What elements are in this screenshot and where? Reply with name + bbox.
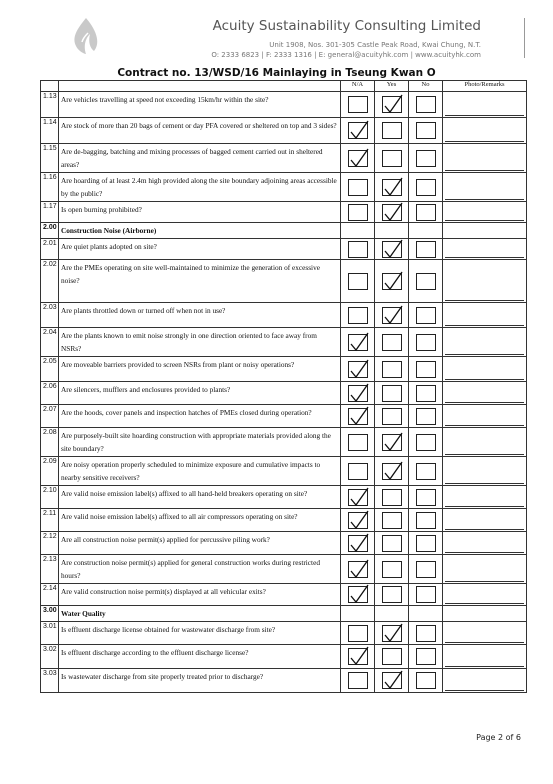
- checkbox-na[interactable]: [348, 334, 368, 351]
- item-number: 3.03: [41, 669, 59, 693]
- table-row: [41, 405, 527, 428]
- checkbox-yes[interactable]: [382, 361, 402, 378]
- cell-yes: [375, 239, 409, 260]
- checkbox-na[interactable]: [348, 241, 368, 258]
- item-number: 1.14: [41, 118, 59, 144]
- cell-no: [409, 239, 443, 260]
- remarks-cell: [443, 486, 527, 509]
- cell-yes: [375, 260, 409, 303]
- question-text: Are quiet plants adopted on site?: [59, 239, 341, 260]
- remarks-line[interactable]: [445, 256, 524, 258]
- cell-no: [409, 669, 443, 693]
- cell-no: [409, 457, 443, 486]
- cell-no: [409, 606, 443, 622]
- checkbox-na[interactable]: [348, 672, 368, 689]
- checkbox-yes[interactable]: [382, 408, 402, 425]
- checkbox-no[interactable]: [416, 463, 436, 480]
- checkbox-na[interactable]: [348, 150, 368, 167]
- cell-no: [409, 260, 443, 303]
- checkbox-no[interactable]: [416, 561, 436, 578]
- checkbox-no[interactable]: [416, 672, 436, 689]
- company-contact: O: 2333 6823 | F: 2333 1316 | E: general@acuityhk.com | www.acuityhk.com: [211, 51, 481, 59]
- remarks-line[interactable]: [445, 140, 524, 142]
- checkbox-na[interactable]: [348, 586, 368, 603]
- remarks-line[interactable]: [445, 602, 524, 604]
- item-number: 2.02: [41, 260, 59, 303]
- remarks-line[interactable]: [445, 665, 524, 667]
- checkbox-no[interactable]: [416, 625, 436, 642]
- checkbox-no[interactable]: [416, 334, 436, 351]
- checkbox-no[interactable]: [416, 512, 436, 529]
- checkbox-yes[interactable]: [382, 122, 402, 139]
- checkbox-na[interactable]: [348, 204, 368, 221]
- company-name: Acuity Sustainability Consulting Limited: [212, 18, 481, 34]
- checkbox-na[interactable]: [348, 179, 368, 196]
- checklist-body: [41, 92, 527, 693]
- checkbox-yes[interactable]: [382, 307, 402, 324]
- checkbox-na[interactable]: [348, 463, 368, 480]
- table-row: [41, 486, 527, 509]
- remarks-cell: [443, 584, 527, 606]
- checkbox-yes[interactable]: [382, 489, 402, 506]
- question-text: Are valid noise emission label(s) affixed to all air compressors operating on site?: [59, 509, 341, 532]
- item-number: 2.13: [41, 555, 59, 584]
- cell-no: [409, 328, 443, 357]
- cell-yes: [375, 486, 409, 509]
- item-number: 2.04: [41, 328, 59, 357]
- checkbox-no[interactable]: [416, 361, 436, 378]
- header-remarks: Photo/Remarks: [443, 81, 527, 92]
- cell-yes: [375, 428, 409, 457]
- remarks-line[interactable]: [445, 169, 524, 171]
- checkbox-yes[interactable]: [382, 96, 402, 113]
- remarks-cell: [443, 303, 527, 328]
- header-na: N/A: [341, 81, 375, 92]
- section-title: Water Quality: [59, 606, 341, 622]
- checkbox-yes[interactable]: [382, 512, 402, 529]
- cell-yes: [375, 144, 409, 173]
- cell-no: [409, 486, 443, 509]
- cell-no: [409, 202, 443, 223]
- question-text: Are stock of more than 20 bags of cement or day PFA covered or sheltered on top and 3 sides?: [59, 118, 341, 144]
- cell-na: [341, 173, 375, 202]
- cell-na: [341, 645, 375, 669]
- question-text: Are the plants known to emit noise strongly in one direction oriented to face away from NSRs?: [59, 328, 341, 357]
- cell-yes: [375, 173, 409, 202]
- remarks-line[interactable]: [445, 198, 524, 200]
- remarks-line[interactable]: [445, 641, 524, 643]
- remarks-line[interactable]: [445, 353, 524, 355]
- cell-na: [341, 328, 375, 357]
- remarks-cell: [443, 457, 527, 486]
- table-row: [41, 328, 527, 357]
- table-row: [41, 669, 527, 693]
- checkbox-na[interactable]: [348, 625, 368, 642]
- question-text: Are de-bagging, batching and mixing processes of bagged cement carried out in sheltered areas?: [59, 144, 341, 173]
- table-row: [41, 260, 527, 303]
- item-number: 2.11: [41, 509, 59, 532]
- checkbox-na[interactable]: [348, 385, 368, 402]
- checkbox-yes[interactable]: [382, 672, 402, 689]
- remarks-cell: [443, 532, 527, 555]
- remarks-cell: [443, 622, 527, 645]
- question-text: Are construction noise permit(s) applied for general construction works during restricted hours?: [59, 555, 341, 584]
- remarks-cell: [443, 144, 527, 173]
- checkbox-no[interactable]: [416, 535, 436, 552]
- header-yes: Yes: [375, 81, 409, 92]
- table-row: [41, 584, 527, 606]
- remarks-line[interactable]: [445, 505, 524, 507]
- table-row: [41, 303, 527, 328]
- remarks-line[interactable]: [445, 482, 524, 484]
- remarks-cell: [443, 92, 527, 118]
- question-text: Are moveable barriers provided to screen NSRs from plant or noisy operations?: [59, 357, 341, 382]
- item-number: 1.16: [41, 173, 59, 202]
- item-number: 1.13: [41, 92, 59, 118]
- cell-yes: [375, 382, 409, 405]
- question-text: Are all construction noise permit(s) applied for percussive piling work?: [59, 532, 341, 555]
- header-question: [59, 81, 341, 92]
- remarks-line[interactable]: [445, 528, 524, 530]
- remarks-line[interactable]: [445, 378, 524, 380]
- checkbox-no[interactable]: [416, 489, 436, 506]
- item-number: 2.01: [41, 239, 59, 260]
- question-text: Is effluent discharge according to the effluent discharge license?: [59, 645, 341, 669]
- checkbox-yes[interactable]: [382, 385, 402, 402]
- remarks-cell: [443, 669, 527, 693]
- question-text: Are plants throttled down or turned off when not in use?: [59, 303, 341, 328]
- checklist-table: [40, 80, 527, 693]
- checkbox-na[interactable]: [348, 307, 368, 324]
- cell-no: [409, 173, 443, 202]
- cell-na: [341, 223, 375, 239]
- remarks-line[interactable]: [445, 551, 524, 553]
- remarks-line[interactable]: [445, 453, 524, 455]
- section-row: [41, 223, 527, 239]
- cell-no: [409, 303, 443, 328]
- remarks-cell: [443, 357, 527, 382]
- cell-yes: [375, 555, 409, 584]
- cell-yes: [375, 584, 409, 606]
- cell-yes: [375, 622, 409, 645]
- remarks-cell: [443, 606, 527, 622]
- remarks-cell: [443, 202, 527, 223]
- question-text: Are hoarding of at least 2.4m high provided along the site boundary adjoining areas accessible by the public?: [59, 173, 341, 202]
- cell-no: [409, 357, 443, 382]
- checkbox-yes[interactable]: [382, 179, 402, 196]
- checkbox-na[interactable]: [348, 408, 368, 425]
- item-number: 3.01: [41, 622, 59, 645]
- remarks-cell: [443, 555, 527, 584]
- checkbox-yes[interactable]: [382, 150, 402, 167]
- checkbox-na[interactable]: [348, 561, 368, 578]
- cell-no: [409, 223, 443, 239]
- checkbox-no[interactable]: [416, 586, 436, 603]
- checkbox-yes[interactable]: [382, 586, 402, 603]
- cell-no: [409, 584, 443, 606]
- contract-title: Contract no. 13/WSD/16 Mainlaying in Tseung Kwan O: [117, 67, 436, 79]
- cell-na: [341, 357, 375, 382]
- cell-no: [409, 118, 443, 144]
- table-row: [41, 532, 527, 555]
- table-row: [41, 118, 527, 144]
- cell-na: [341, 606, 375, 622]
- cell-na: [341, 584, 375, 606]
- cell-na: [341, 405, 375, 428]
- question-text: Are purposely-built site hoarding construction with appropriate materials provided along the site boundary?: [59, 428, 341, 457]
- cell-yes: [375, 118, 409, 144]
- cell-na: [341, 92, 375, 118]
- checkbox-na[interactable]: [348, 122, 368, 139]
- section-title: Construction Noise (Airborne): [59, 223, 341, 239]
- checkbox-na[interactable]: [348, 273, 368, 290]
- table-row: [41, 645, 527, 669]
- table-row: [41, 92, 527, 118]
- page-number: Page 2 of 6: [476, 733, 521, 742]
- item-number: 2.08: [41, 428, 59, 457]
- remarks-cell: [443, 645, 527, 669]
- checkbox-na[interactable]: [348, 361, 368, 378]
- question-text: Are silencers, mufflers and enclosures provided to plants?: [59, 382, 341, 405]
- table-row: [41, 173, 527, 202]
- cell-no: [409, 144, 443, 173]
- company-logo: [60, 14, 112, 66]
- table-row: [41, 622, 527, 645]
- cell-na: [341, 118, 375, 144]
- table-row: [41, 144, 527, 173]
- cell-yes: [375, 669, 409, 693]
- cell-yes: [375, 328, 409, 357]
- checkbox-na[interactable]: [348, 648, 368, 665]
- table-row: [41, 382, 527, 405]
- cell-na: [341, 202, 375, 223]
- table-row: [41, 239, 527, 260]
- item-number: 2.00: [41, 223, 59, 239]
- remarks-line[interactable]: [445, 424, 524, 426]
- cell-na: [341, 486, 375, 509]
- cell-na: [341, 457, 375, 486]
- item-number: 1.17: [41, 202, 59, 223]
- cell-yes: [375, 532, 409, 555]
- cell-na: [341, 382, 375, 405]
- checkbox-yes[interactable]: [382, 648, 402, 665]
- item-number: 2.06: [41, 382, 59, 405]
- item-number: 1.15: [41, 144, 59, 173]
- cell-no: [409, 555, 443, 584]
- cell-yes: [375, 645, 409, 669]
- cell-na: [341, 622, 375, 645]
- table-header-row: [41, 81, 527, 92]
- cell-no: [409, 645, 443, 669]
- table-row: [41, 509, 527, 532]
- checkbox-no[interactable]: [416, 150, 436, 167]
- remarks-cell: [443, 382, 527, 405]
- item-number: 2.14: [41, 584, 59, 606]
- checkbox-no[interactable]: [416, 96, 436, 113]
- item-number: 3.02: [41, 645, 59, 669]
- checkbox-na[interactable]: [348, 535, 368, 552]
- table-row: [41, 428, 527, 457]
- item-number: 2.03: [41, 303, 59, 328]
- question-text: Is open burning prohibited?: [59, 202, 341, 223]
- cell-no: [409, 382, 443, 405]
- cell-no: [409, 428, 443, 457]
- checkbox-no[interactable]: [416, 179, 436, 196]
- cell-yes: [375, 223, 409, 239]
- checkbox-no[interactable]: [416, 241, 436, 258]
- checkbox-yes[interactable]: [382, 241, 402, 258]
- remarks-line[interactable]: [445, 324, 524, 326]
- question-text: Are noisy operation properly scheduled to minimize exposure and cumulative impacts to nearby sensitive receivers?: [59, 457, 341, 486]
- cell-na: [341, 509, 375, 532]
- cell-yes: [375, 457, 409, 486]
- remarks-cell: [443, 118, 527, 144]
- checkbox-no[interactable]: [416, 273, 436, 290]
- remarks-line[interactable]: [445, 689, 524, 691]
- remarks-line[interactable]: [445, 299, 524, 301]
- cell-na: [341, 555, 375, 584]
- question-text: Are valid noise emission label(s) affixed to all hand-held breakers operating on site?: [59, 486, 341, 509]
- table-row: [41, 357, 527, 382]
- checkbox-yes[interactable]: [382, 204, 402, 221]
- question-text: Are the hoods, cover panels and inspection hatches of PMEs closed during operation?: [59, 405, 341, 428]
- question-text: Are the PMEs operating on site well-maintained to minimize the generation of excessive noise?: [59, 260, 341, 303]
- question-text: Are valid construction noise permit(s) displayed at all vehicular exits?: [59, 584, 341, 606]
- remarks-line[interactable]: [445, 219, 524, 221]
- table-row: [41, 202, 527, 223]
- checkbox-no[interactable]: [416, 434, 436, 451]
- cell-no: [409, 405, 443, 428]
- section-row: [41, 606, 527, 622]
- checkbox-yes[interactable]: [382, 535, 402, 552]
- cell-yes: [375, 202, 409, 223]
- cell-na: [341, 144, 375, 173]
- checkbox-no[interactable]: [416, 122, 436, 139]
- question-text: Are vehicles travelling at speed not exceeding 15km/hr within the site?: [59, 92, 341, 118]
- checkbox-na[interactable]: [348, 96, 368, 113]
- cell-no: [409, 92, 443, 118]
- item-number: 2.10: [41, 486, 59, 509]
- item-number: 2.05: [41, 357, 59, 382]
- item-number: 2.09: [41, 457, 59, 486]
- checkbox-yes[interactable]: [382, 273, 402, 290]
- remarks-line[interactable]: [445, 580, 524, 582]
- remarks-line[interactable]: [445, 114, 524, 116]
- remarks-cell: [443, 173, 527, 202]
- cell-na: [341, 428, 375, 457]
- checkbox-yes[interactable]: [382, 434, 402, 451]
- cell-na: [341, 239, 375, 260]
- remarks-cell: [443, 223, 527, 239]
- remarks-cell: [443, 509, 527, 532]
- remarks-cell: [443, 239, 527, 260]
- remarks-cell: [443, 428, 527, 457]
- cell-yes: [375, 303, 409, 328]
- cell-na: [341, 532, 375, 555]
- header-no-answer: No: [409, 81, 443, 92]
- cell-no: [409, 622, 443, 645]
- header-no: [41, 81, 59, 92]
- remarks-line[interactable]: [445, 401, 524, 403]
- company-address: Unit 1908, Nos. 301-305 Castle Peak Road, Kwai Chung, N.T.: [269, 41, 481, 49]
- table-row: [41, 555, 527, 584]
- question-text: Is wastewater discharge from site properly treated prior to discharge?: [59, 669, 341, 693]
- cell-no: [409, 532, 443, 555]
- remarks-cell: [443, 328, 527, 357]
- checkbox-no[interactable]: [416, 408, 436, 425]
- checkbox-yes[interactable]: [382, 561, 402, 578]
- table-row: [41, 457, 527, 486]
- cell-yes: [375, 92, 409, 118]
- checkbox-no[interactable]: [416, 307, 436, 324]
- checkbox-yes[interactable]: [382, 463, 402, 480]
- remarks-cell: [443, 405, 527, 428]
- cell-na: [341, 260, 375, 303]
- question-text: Is effluent discharge license obtained for wastewater discharge from site?: [59, 622, 341, 645]
- cell-yes: [375, 606, 409, 622]
- checkbox-yes[interactable]: [382, 625, 402, 642]
- checkbox-no[interactable]: [416, 648, 436, 665]
- item-number: 3.00: [41, 606, 59, 622]
- cell-yes: [375, 509, 409, 532]
- cell-na: [341, 303, 375, 328]
- item-number: 2.12: [41, 532, 59, 555]
- cell-na: [341, 669, 375, 693]
- checkbox-na[interactable]: [348, 512, 368, 529]
- checkbox-no[interactable]: [416, 385, 436, 402]
- checkbox-na[interactable]: [348, 434, 368, 451]
- checkbox-na[interactable]: [348, 489, 368, 506]
- cell-no: [409, 509, 443, 532]
- cell-yes: [375, 357, 409, 382]
- margin-mark: [514, 18, 525, 58]
- checkbox-yes[interactable]: [382, 334, 402, 351]
- item-number: 2.07: [41, 405, 59, 428]
- checkbox-no[interactable]: [416, 204, 436, 221]
- cell-yes: [375, 405, 409, 428]
- remarks-cell: [443, 260, 527, 303]
